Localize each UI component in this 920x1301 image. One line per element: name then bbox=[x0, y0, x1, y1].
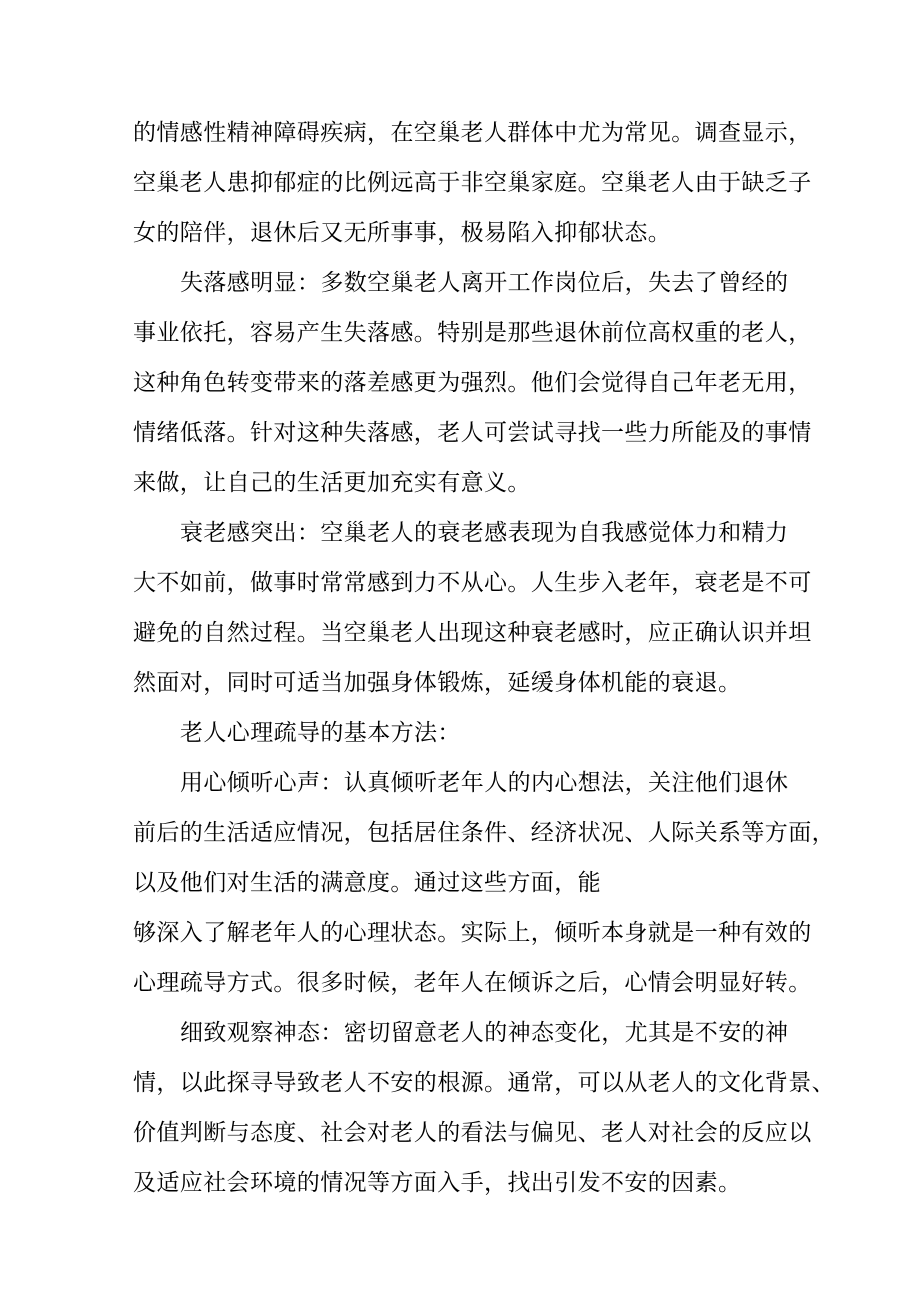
paragraph-start-observation: 细致观察神态：密切留意老人的神态变化，尤其是不安的神 bbox=[180, 1020, 789, 1046]
text-line-5: 事业依托，容易产生失落感。特别是那些退休前位高权重的老人， bbox=[133, 320, 812, 346]
text-line-18: 心理疏导方式。很多时候，老年人在倾诉之后，心情会明显好转。 bbox=[133, 970, 812, 996]
paragraph-start-lost-feeling: 失落感明显：多数空巢老人离开工作岗位后，失去了曾经的 bbox=[180, 270, 789, 296]
text-line-2: 空巢老人患抑郁症的比例远高于非空巢家庭。空巢老人由于缺乏子 bbox=[133, 170, 812, 196]
text-line-12: 然面对，同时可适当加强身体锻炼，延缓身体机能的衰退。 bbox=[133, 670, 742, 696]
text-line-17: 够深入了解老年人的心理状态。实际上，倾听本身就是一种有效的 bbox=[133, 920, 812, 946]
text-line-16: 以及他们对生活的满意度。通过这些方面，能 bbox=[133, 870, 601, 896]
text-line-7: 情绪低落。针对这种失落感，老人可尝试寻找一些力所能及的事情 bbox=[133, 420, 812, 446]
text-line-15: 前后的生活适应情况，包括居住条件、经济状况、人际关系等方面， bbox=[133, 820, 835, 846]
text-line-11: 避免的自然过程。当空巢老人出现这种衰老感时，应正确认识并坦 bbox=[133, 620, 812, 646]
text-line-3: 女的陪伴，退休后又无所事事，极易陷入抑郁状态。 bbox=[133, 220, 672, 246]
text-line-22: 及适应社会环境的情况等方面入手，找出引发不安的因素。 bbox=[133, 1170, 742, 1196]
text-line-8: 来做，让自己的生活更加充实有意义。 bbox=[133, 470, 531, 496]
text-line-21: 价值判断与态度、社会对老人的看法与偏见、老人对社会的反应以 bbox=[133, 1120, 812, 1146]
section-heading-basic-methods: 老人心理疏导的基本方法： bbox=[180, 720, 461, 746]
text-line-20: 情，以此探寻导致老人不安的根源。通常，可以从老人的文化背景、 bbox=[133, 1070, 835, 1096]
paragraph-start-aging-feeling: 衰老感突出：空巢老人的衰老感表现为自我感觉体力和精力 bbox=[180, 520, 789, 546]
text-line-6: 这种角色转变带来的落差感更为强烈。他们会觉得自己年老无用， bbox=[133, 370, 812, 396]
paragraph-start-listening: 用心倾听心声：认真倾听老年人的内心想法，关注他们退休 bbox=[180, 770, 789, 796]
text-line-10: 大不如前，做事时常常感到力不从心。人生步入老年，衰老是不可 bbox=[133, 570, 812, 596]
text-line-1: 的情感性精神障碍疾病，在空巢老人群体中尤为常见。调查显示， bbox=[133, 120, 812, 146]
